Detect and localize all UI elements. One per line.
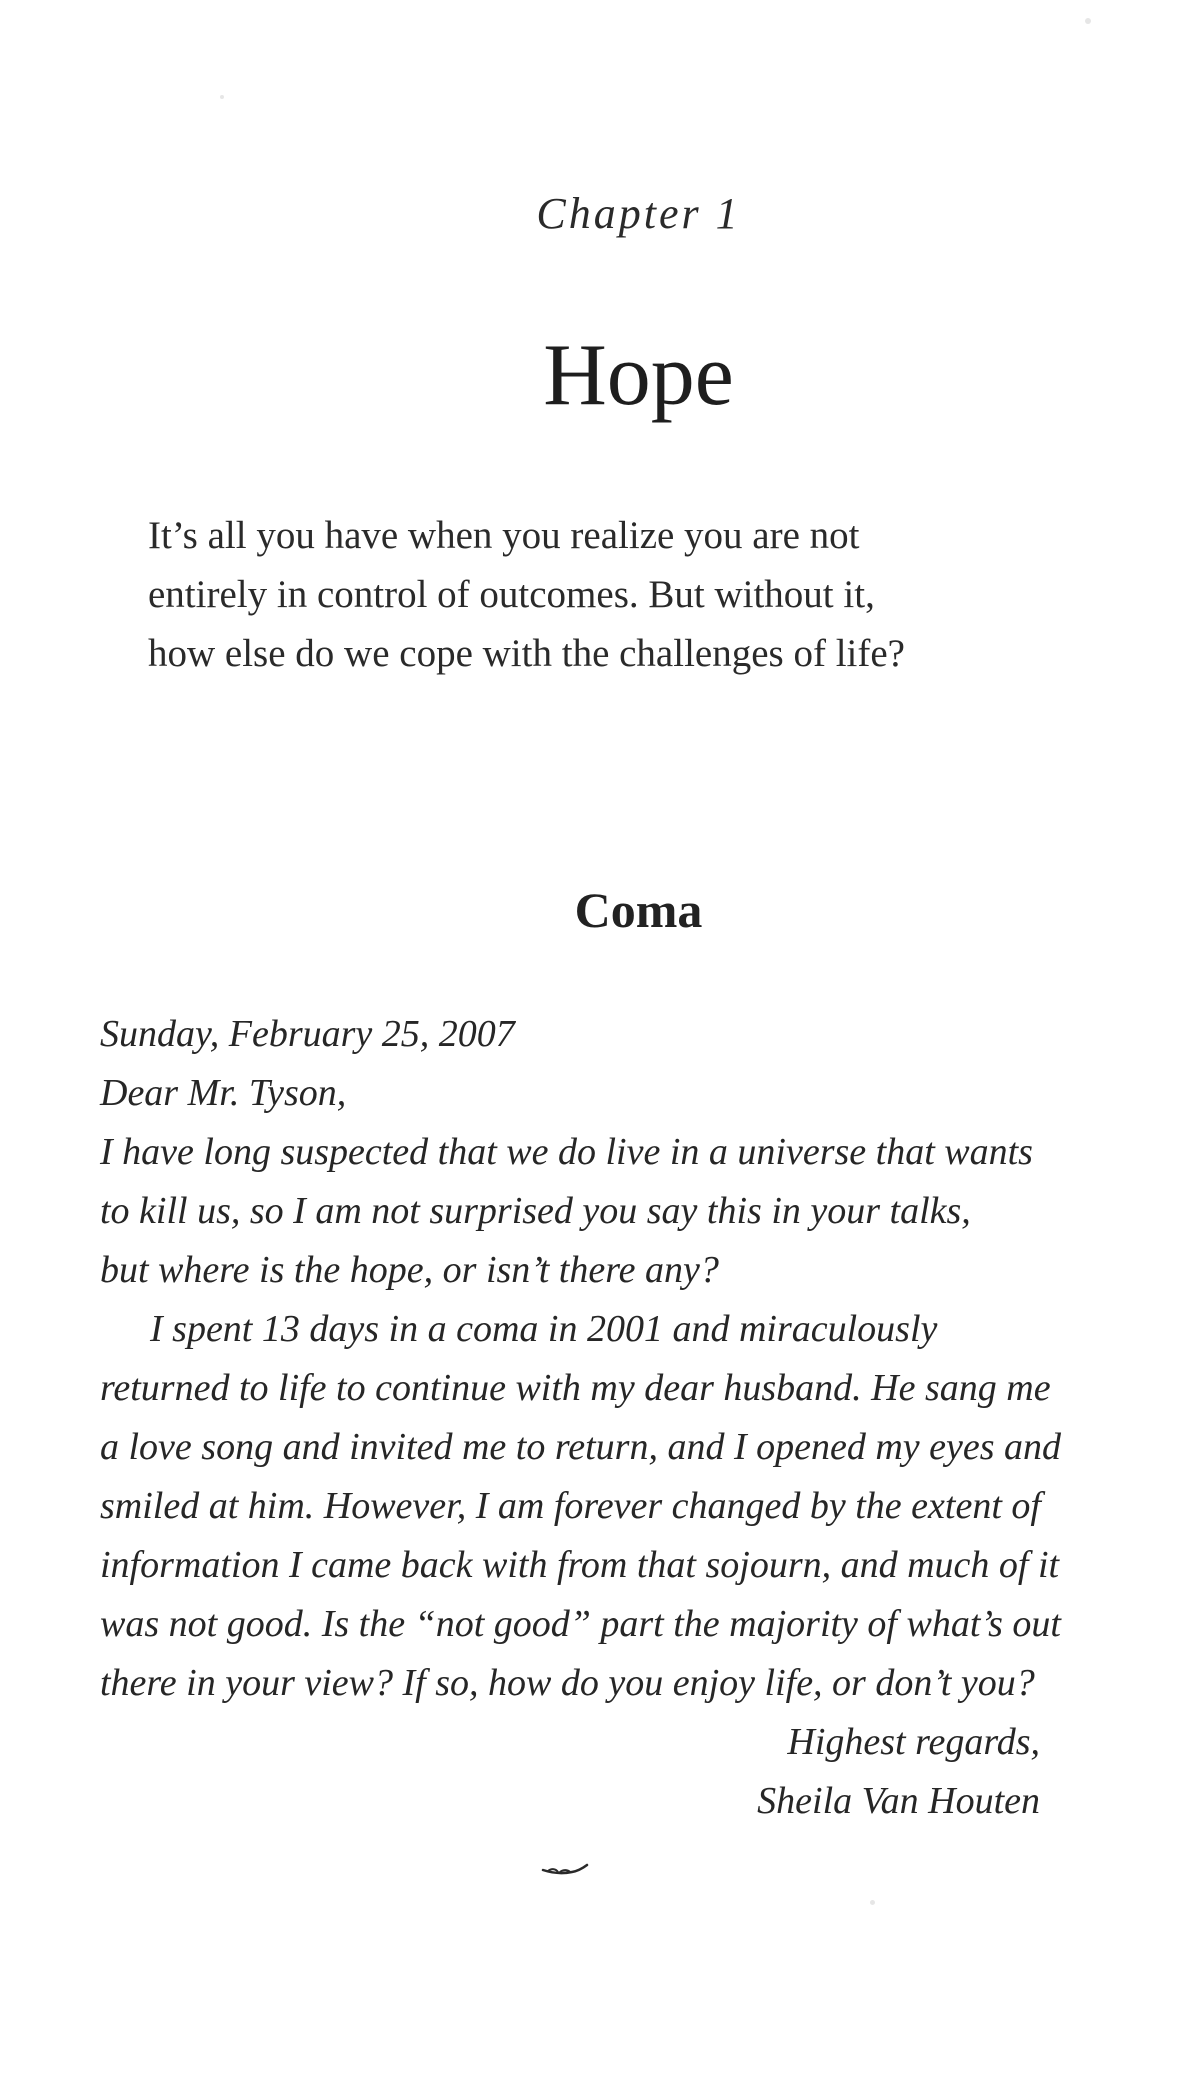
letter-line: but where is the hope, or isn’t there any?	[100, 1249, 719, 1291]
letter-line: I have long suspected that we do live in a universe that wants	[100, 1131, 1033, 1173]
letter-date: Sunday, February 25, 2007	[100, 1013, 515, 1055]
scan-speck	[870, 1900, 875, 1905]
letter-salutation: Dear Mr. Tyson,	[100, 1072, 347, 1114]
letter-closing: Highest regards,	[787, 1721, 1040, 1763]
chapter-label: Chapter 1	[536, 189, 741, 238]
flourish-ornament-icon	[540, 1860, 590, 1880]
letter-line: was not good. Is the “not good” part the majority of what’s out	[100, 1603, 1061, 1645]
letter	[100, 1005, 1062, 1831]
letter-line: a love song and invited me to return, and I opened my eyes and	[100, 1426, 1062, 1468]
epigraph-line: entirely in control of outcomes. But without it,	[148, 573, 875, 616]
epigraph	[148, 506, 1008, 683]
letter-line: there in your view? If so, how do you enjoy life, or don’t you?	[100, 1662, 1035, 1704]
letter-line: to kill us, so I am not surprised you say this in your talks,	[100, 1190, 971, 1232]
letter-line: information I came back with from that sojourn, and much of it	[100, 1544, 1060, 1586]
scan-speck	[1085, 18, 1091, 24]
section-heading: Coma	[574, 882, 703, 938]
epigraph-line: It’s all you have when you realize you are not	[148, 514, 860, 557]
epigraph-line: how else do we cope with the challenges of life?	[148, 632, 905, 675]
letter-line: smiled at him. However, I am forever changed by the extent of	[100, 1485, 1041, 1527]
chapter-title: Hope	[543, 327, 734, 424]
scan-speck	[220, 95, 224, 99]
letter-line: I spent 13 days in a coma in 2001 and miraculously	[150, 1308, 938, 1350]
letter-signature: Sheila Van Houten	[757, 1780, 1040, 1822]
letter-line: returned to life to continue with my dear husband. He sang me	[100, 1367, 1051, 1409]
